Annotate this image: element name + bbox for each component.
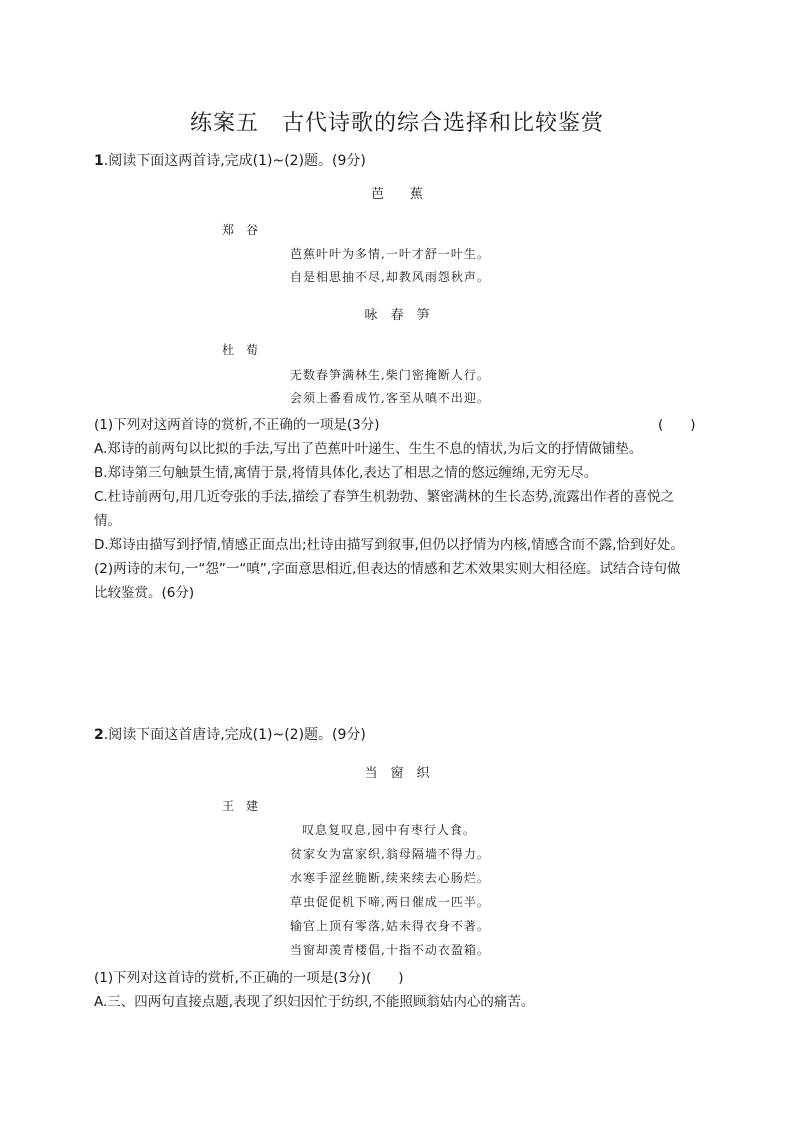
- question-1-stem: [94, 150, 366, 170]
- q1-sub1-answer-paren: ( ): [658, 417, 696, 433]
- poem-3-author: 王 建: [222, 799, 259, 813]
- poem-3-line-3: 水寒手涩丝脆断,续来续去心肠烂。: [290, 871, 490, 885]
- poem-3-line-1: 叹息复叹息,园中有枣行人食。: [302, 823, 476, 837]
- poem-2-line-2: 会须上番看成竹,客至从嗔不出迎。: [290, 391, 490, 405]
- poem-1-author: 郑 谷: [222, 223, 259, 237]
- page-title: 练案五 古代诗歌的综合选择和比较鉴赏: [189, 111, 604, 136]
- question-2-text: .阅读下面这首唐诗,完成(1)~(2)题。(9分): [103, 727, 366, 743]
- poem-2-title: 咏 春 笋: [364, 308, 430, 323]
- poem-3-line-5: 输官上顶有零落,姑未得衣身不著。: [290, 919, 490, 933]
- q1-option-c-line-1: C.杜诗前两句,用几近夸张的手法,描绘了春笋生机勃勃、繁密满林的生长态势,流露出作者的喜悦之: [94, 489, 675, 505]
- poem-3-title: 当 窗 织: [364, 766, 430, 781]
- poem-1-line-1: 芭蕉叶叶为多情,一叶才舒一叶生。: [290, 247, 490, 261]
- poem-3-line-4: 草虫促促机下啼,两日催成一匹半。: [290, 895, 490, 909]
- poem-2-author: 杜 荀: [222, 343, 259, 357]
- q1-option-b: B.郑诗第三句触景生情,寓情于景,将情具体化,表达了相思之情的悠远缠绵,无穷无尽。: [94, 465, 598, 481]
- question-2-stem: [94, 724, 366, 744]
- q1-sub2-line-2: 比较鉴赏。(6分): [94, 585, 195, 601]
- q1-sub1-stem: (1)下列对这两首诗的赏析,不正确的一项是(3分): [94, 417, 380, 433]
- question-1-text: .阅读下面这两首诗,完成(1)~(2)题。(9分): [103, 153, 366, 169]
- q1-option-c-line-2: 情。: [94, 513, 121, 529]
- q2-sub1-stem: (1)下列对这首诗的赏析,不正确的一项是(3分)( ): [94, 970, 404, 986]
- poem-1-title: 芭 蕉: [370, 187, 423, 202]
- question-2-number: 2: [94, 727, 104, 743]
- q2-option-a: A.三、四两句直接点题,表现了织妇因忙于纺织,不能照顾翁姑内心的痛苦。: [94, 994, 535, 1010]
- poem-3-line-6: 当窗却羡青楼倡,十指不动衣盈箱。: [290, 943, 490, 957]
- q1-sub2-line-1: (2)两诗的末句,一“怨”一“嗔”,字面意思相近,但表达的情感和艺术效果实则大相径庭。试结合诗句做: [94, 561, 681, 577]
- poem-2-line-1: 无数春笋满林生,柴门密掩断人行。: [290, 368, 490, 382]
- q1-option-d: D.郑诗由描写到抒情,情感正面点出;杜诗由描写到叙事,但仍以抒情为内核,情感含而不露,恰到好处。: [94, 537, 684, 553]
- poem-1-line-2: 自是相思抽不尽,却教风雨怨秋声。: [290, 270, 490, 284]
- q1-option-a: A.郑诗的前两句以比拟的手法,写出了芭蕉叶叶递生、生生不息的情状,为后文的抒情做铺垫。: [94, 441, 643, 457]
- poem-3-line-2: 贫家女为富家织,翁母隔墙不得力。: [290, 847, 490, 861]
- question-1-number: 1: [94, 153, 104, 169]
